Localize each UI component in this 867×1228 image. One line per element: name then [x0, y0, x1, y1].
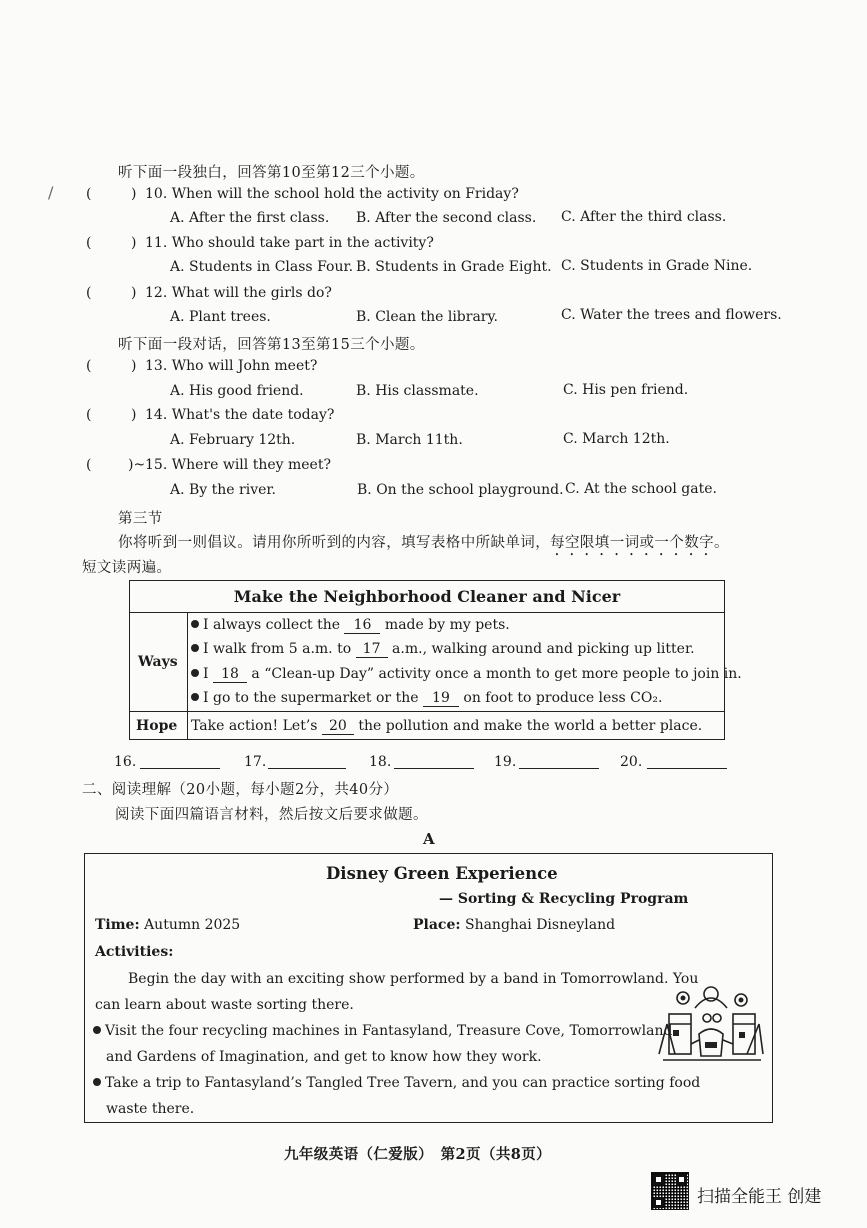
option-b: B. March 11th.	[356, 432, 463, 448]
time-line	[95, 917, 240, 933]
question-text: 15. Where will they meet?	[145, 457, 331, 473]
bullet-icon	[191, 620, 199, 628]
option-c: C. At the school gate.	[565, 481, 717, 497]
option-a: A. After the first class.	[170, 210, 330, 226]
blank-16[interactable]: 16	[344, 617, 380, 634]
option-a: A. Plant trees.	[170, 309, 271, 325]
passage-title: Disney Green Experience	[326, 864, 558, 883]
question-text: 12. What will the girls do?	[145, 285, 332, 301]
option-b: B. After the second class.	[356, 210, 537, 226]
ways-row-18: I 18 a “Clean-up Day” activity once a month to get more people to join in.	[191, 666, 742, 683]
option-b: B. Clean the library.	[356, 309, 499, 325]
answer-label-20: 20.	[620, 754, 643, 770]
para1-line1: Begin the day with an exciting show performed by a band in Tomorrowland. You	[128, 971, 699, 987]
hope-row: Take action! Let’s 20 the pollution and make the world a better place.	[191, 718, 703, 734]
place-line	[413, 917, 615, 933]
time-value: Autumn 2025	[139, 917, 241, 933]
info-table	[129, 580, 742, 740]
answer-label-17: 17.	[244, 754, 267, 770]
option-c: C. His pen friend.	[563, 382, 689, 398]
bullet-icon	[191, 693, 199, 701]
option-a: A. February 12th.	[170, 432, 296, 448]
place-value: Shanghai Disneyland	[460, 917, 616, 933]
instruction-text: 你将听到一则倡议。请用你所听到的内容，填写表格中所缺单词，	[118, 535, 551, 551]
instruction-end: 。	[714, 535, 729, 551]
time-label: Time:	[95, 917, 140, 933]
activities-label: Activities:	[95, 944, 174, 960]
answer-label-16: 16.	[114, 754, 137, 770]
blank-18[interactable]: 18	[213, 666, 247, 683]
answer-line-20[interactable]	[647, 768, 727, 769]
bullet-icon	[191, 669, 199, 677]
place-label: Place:	[413, 917, 461, 933]
answer-paren-open[interactable]: (	[86, 186, 92, 202]
bullet1-line2: and Gardens of Imagination, and get to know how they work.	[106, 1049, 542, 1065]
instruction-emphasis: 每空限填一词或一个数字	[550, 535, 715, 551]
option-b: B. Students in Grade Eight.	[356, 259, 552, 275]
passage-letter: A	[423, 830, 435, 848]
part2-heading: 二、阅读理解（20小题，每小题2分，共40分）	[82, 782, 399, 798]
answer-paren-open[interactable]: (	[86, 457, 92, 473]
blank-19[interactable]: 19	[423, 690, 459, 707]
hope-label: Hope	[136, 718, 178, 734]
answer-paren-open[interactable]: (	[86, 358, 92, 374]
answer-paren-close: )	[131, 235, 137, 251]
table-title: Make the Neighborhood Cleaner and Nicer	[233, 587, 621, 606]
bullet-icon	[93, 1078, 101, 1086]
passage-subtitle: — Sorting & Recycling Program	[439, 891, 689, 907]
answer-paren-open[interactable]: (	[86, 235, 92, 251]
answer-paren-close: )	[131, 285, 137, 301]
section3-heading: 第三节	[118, 511, 163, 527]
blank-17[interactable]: 17	[356, 641, 388, 658]
answer-line-19[interactable]	[519, 768, 599, 769]
ways-row-16: I always collect the 16 made by my pets.	[191, 617, 510, 634]
section3-instruction	[118, 531, 729, 559]
option-a: A. Students in Class Four.	[170, 259, 354, 275]
option-a: A. By the river.	[170, 482, 277, 498]
answer-paren-open[interactable]: (	[86, 407, 92, 423]
answer-label-18: 18.	[369, 754, 392, 770]
option-c: C. Water the trees and flowers.	[561, 307, 782, 323]
option-b: B. On the school playground.	[357, 482, 564, 498]
answer-line-17[interactable]	[268, 768, 346, 769]
page-footer: 九年级英语（仁爱版） 第2页（共8页）	[284, 1146, 552, 1163]
bullet2-line2: waste there.	[106, 1101, 195, 1117]
option-b: B. His classmate.	[356, 383, 479, 399]
monologue-intro: 听下面一段独白，回答第10至第12三个小题。	[118, 165, 425, 181]
section3-instruction-line2: 短文读两遍。	[82, 560, 172, 576]
answer-paren-open[interactable]: (	[86, 285, 92, 301]
blank-20[interactable]: 20	[322, 718, 354, 735]
margin-mark: /	[48, 183, 54, 202]
ways-row-17: I walk from 5 a.m. to 17 a.m., walking around and picking up litter.	[191, 641, 695, 658]
part2-instruction: 阅读下面四篇语言材料，然后按文后要求做题。	[115, 807, 428, 823]
answer-line-18[interactable]	[394, 768, 474, 769]
question-text: 10. When will the school hold the activity on Friday?	[145, 186, 519, 202]
bullet2-line1: Take a trip to Fantasyland’s Tangled Tree Tavern, and you can practice sorting food	[93, 1075, 700, 1091]
answer-paren-close: )	[131, 186, 137, 202]
answer-label-19: 19.	[494, 754, 517, 770]
question-text: 11. Who should take part in the activity?	[145, 235, 434, 251]
answer-line-16[interactable]	[140, 768, 220, 769]
bullet-icon	[191, 644, 199, 652]
option-a: A. His good friend.	[170, 383, 304, 399]
answer-paren-close: )	[131, 407, 137, 423]
bullet-icon	[93, 1026, 101, 1034]
dialogue-intro: 听下面一段对话，回答第13至第15三个小题。	[118, 337, 425, 353]
option-c: C. Students in Grade Nine.	[561, 258, 753, 274]
bullet1-line1: Visit the four recycling machines in Fantasyland, Treasure Cove, Tomorrowland	[93, 1023, 672, 1039]
ways-row-19: I go to the supermarket or the 19 on foot to produce less CO₂.	[191, 690, 662, 707]
question-text: 14. What's the date today?	[145, 407, 335, 423]
option-c: C. March 12th.	[563, 431, 670, 447]
para1-line2: can learn about waste sorting there.	[95, 997, 354, 1013]
answer-paren-close: )	[131, 358, 137, 374]
recycling-illustration	[655, 984, 767, 1068]
question-text: 13. Who will John meet?	[145, 358, 318, 374]
qr-code-icon	[651, 1172, 689, 1210]
answer-paren-close: )~	[128, 457, 146, 473]
passage-a-box	[84, 853, 773, 1123]
ways-label: Ways	[138, 654, 178, 670]
scanner-watermark: 扫描全能王 创建	[697, 1187, 822, 1207]
option-c: C. After the third class.	[561, 209, 727, 225]
